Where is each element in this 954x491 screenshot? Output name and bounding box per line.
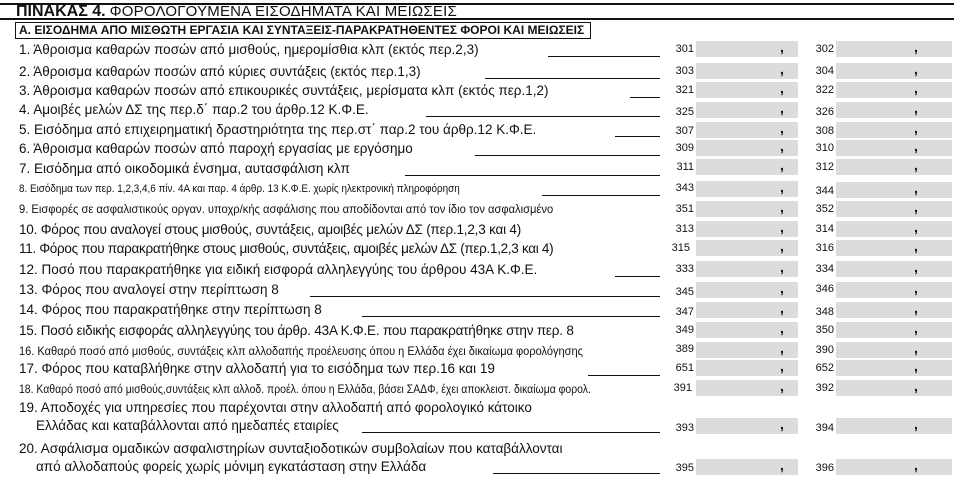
code-label: 334: [815, 263, 834, 275]
row-label: 20. Ασφάλισμα ομαδικών ασφαλιστηρίων συνταξιοδοτικών συμβολαίων που καταβάλλονται: [19, 441, 563, 456]
row-label: 15. Ποσό ειδικής εισφοράς αλληλεγγύης του άρθρ. 43Α Κ.Φ.Ε. που παρακρατήθηκε στην περ. 8: [19, 323, 574, 338]
code-label: 316: [815, 242, 834, 254]
leader-line: [548, 56, 660, 57]
leader-line: [588, 375, 660, 376]
leader-line: [475, 155, 660, 156]
amount-field-389[interactable]: ,: [696, 342, 798, 358]
amount-field-333[interactable]: ,: [696, 261, 798, 277]
code-label: 321: [675, 84, 694, 96]
amount-field-325[interactable]: ,: [696, 102, 798, 118]
code-label: 347: [675, 306, 694, 318]
row-label: 2. Άθροισμα καθαρών ποσών από κύριες συντάξεις (εκτός περ.1,3): [19, 64, 421, 79]
leader-line: [485, 78, 660, 79]
row-label: 14. Φόρος που παρακρατήθηκε στην περίπτωση 8: [19, 302, 322, 317]
amount-field-309[interactable]: ,: [696, 140, 798, 156]
row-label: 4. Αμοιβές μελών ΔΣ της περ.δ΄ παρ.2 του άρθρ.12 Κ.Φ.Ε.: [19, 102, 369, 117]
code-label: 301: [675, 43, 694, 55]
amount-field-315[interactable]: ,: [696, 240, 798, 256]
amount-field-347[interactable]: ,: [696, 302, 798, 318]
code-label: 345: [675, 286, 694, 298]
amount-field-308[interactable]: ,: [836, 122, 952, 138]
row-label: 17. Φόρος που καταβλήθηκε στην αλλοδαπή για το εισόδημα των περ.16 και 19: [19, 361, 495, 376]
leader-line: [493, 473, 660, 474]
code-label: 343: [675, 182, 694, 194]
row-label: 13. Φόρος που αναλογεί στην περίπτωση 8: [19, 282, 279, 297]
code-label: 333: [675, 263, 694, 275]
code-label: 394: [815, 422, 834, 434]
amount-field-392[interactable]: ,: [836, 380, 952, 396]
row-label: 11. Φόρος που παρακρατήθηκε στους μισθούς, συντάξεις, αμοιβές μελών ΔΣ (περ.1,2,3 και 4): [19, 241, 554, 256]
code-label: 346: [815, 283, 834, 295]
row-label: 6. Άθροισμα καθαρών ποσών από παροχή εργασίας με εργόσημο: [19, 141, 413, 156]
code-label: 307: [675, 125, 694, 137]
leader-line: [426, 116, 660, 117]
row-label-continued: από αλλοδαπούς φορείς χωρίς μόνιμη εγκατάσταση στην Ελλάδα: [36, 459, 427, 474]
code-label: 344: [815, 185, 834, 197]
code-label: 308: [815, 125, 834, 137]
code-label: 396: [815, 462, 834, 474]
amount-field-395[interactable]: ,: [696, 459, 798, 475]
code-label: 350: [815, 324, 834, 336]
row-label: 18. Καθαρό ποσό από μισθούς,συντάξεις κλπ αλλοδ. προέλ. όπου η Ελλάδα, βάσει ΣΑΔΦ, έχει αποκλειστ. δικαίωμα φορολ.: [19, 382, 591, 396]
row-label: 19. Αποδοχές για υπηρεσίες που παρέχονται στην αλλοδαπή από φορολογικό κάτοικο: [19, 400, 532, 415]
leader-line: [362, 432, 660, 433]
amount-field-312[interactable]: ,: [836, 159, 952, 175]
amount-field-348[interactable]: ,: [836, 302, 952, 318]
leader-line: [615, 136, 660, 137]
code-label: 389: [675, 343, 694, 355]
amount-field-310[interactable]: ,: [836, 140, 952, 156]
amount-field-349[interactable]: ,: [696, 322, 798, 338]
amount-field-326[interactable]: ,: [836, 102, 952, 118]
leader-line: [630, 97, 660, 98]
amount-field-350[interactable]: ,: [836, 322, 952, 338]
section-a-title: Α. ΕΙΣΟΔΗΜΑ ΑΠΟ ΜΙΣΘΩΤΗ ΕΡΓΑΣΙΑ ΚΑΙ ΣΥΝΤΑΞΕΙΣ-ΠΑΡΑΚΡΑΤΗΘΕΝΤΕΣ ΦΟΡΟΙ ΚΑΙ ΜΕΙΩΣΕΙΣ: [15, 22, 591, 39]
amount-field-314[interactable]: ,: [836, 221, 952, 237]
code-label: 325: [675, 106, 694, 118]
leader-line: [310, 296, 660, 297]
amount-field-304[interactable]: ,: [836, 63, 952, 79]
code-label: 652: [815, 362, 834, 374]
code-label: 395: [675, 462, 694, 474]
row-label: 10. Φόρος που αναλογεί στους μισθούς, συντάξεις, αμοιβές μελών ΔΣ (περ.1,2,3 και 4): [19, 222, 522, 237]
code-label: 352: [815, 203, 834, 215]
amount-field-343[interactable]: ,: [696, 181, 798, 197]
code-label: 351: [675, 203, 694, 215]
code-label: 348: [815, 306, 834, 318]
row-label: 3. Άθροισμα καθαρών ποσών από επικουρικές συντάξεις, μερίσματα κλπ (εκτός περ.1,2): [19, 83, 549, 98]
amount-field-352[interactable]: ,: [836, 201, 952, 217]
amount-field-346[interactable]: ,: [836, 282, 952, 298]
amount-field-390[interactable]: ,: [836, 342, 952, 358]
code-label: 311: [676, 161, 694, 173]
leader-line: [362, 316, 660, 317]
code-label: 310: [815, 142, 834, 154]
table-title-text: ΦΟΡΟΛΟΓΟΥΜΕΝΑ ΕΙΣΟΔΗΜΑΤΑ ΚΑΙ ΜΕΙΩΣΕΙΣ: [109, 3, 457, 20]
amount-field-351[interactable]: ,: [696, 201, 798, 217]
code-label: 315: [671, 242, 690, 254]
amount-field-307[interactable]: ,: [696, 122, 798, 138]
amount-field-393[interactable]: ,: [696, 418, 798, 434]
code-label: 302: [815, 43, 834, 55]
amount-field-344[interactable]: ,: [836, 182, 952, 198]
code-label: 303: [675, 65, 694, 77]
amount-field-301[interactable]: ,: [696, 41, 798, 57]
code-label: 391: [673, 382, 692, 394]
leader-line: [615, 276, 660, 277]
row-label: 5. Εισόδημα από επιχειρηματική δραστηριότητα της περ.στ΄ παρ.2 του άρθρ.12 Κ.Φ.Ε.: [19, 122, 537, 137]
code-label: 309: [675, 142, 694, 154]
code-label: 392: [815, 382, 834, 394]
code-label: 314: [815, 223, 834, 235]
amount-field-313[interactable]: ,: [696, 221, 798, 237]
amount-field-396[interactable]: ,: [836, 459, 952, 475]
amount-field-321[interactable]: ,: [696, 82, 798, 98]
code-label: 313: [675, 223, 694, 235]
leader-line: [405, 175, 660, 176]
amount-field-334[interactable]: ,: [836, 261, 952, 277]
code-label: 349: [675, 324, 694, 336]
amount-field-391[interactable]: ,: [696, 380, 798, 396]
amount-field-316[interactable]: ,: [836, 240, 952, 256]
amount-field-345[interactable]: ,: [696, 282, 798, 298]
row-label: 7. Εισόδημα από οικοδομικά ένσημα, αυτασφάλιση κλπ: [19, 161, 351, 176]
row-label: 16. Καθαρό ποσό από μισθούς, συντάξεις κλπ αλλοδαπής προέλευσης όπου η Ελλάδα έχει δικαίωμα φορολόγησης: [19, 344, 583, 358]
row-label: 1. Άθροισμα καθαρών ποσών από μισθούς, ημερομίσθια κλπ (εκτός περ.2,3): [19, 42, 479, 57]
amount-field-322[interactable]: ,: [836, 82, 952, 98]
table-title-bar: [0, 3, 954, 20]
amount-field-311[interactable]: ,: [696, 159, 798, 175]
table-title-number: ΠΙΝΑΚΑΣ 4.: [16, 2, 106, 20]
code-label: 326: [815, 106, 834, 118]
row-label: 9. Εισφορές σε ασφαλιστικούς οργαν. υποχρ/κής ασφάλισης που αποδίδονται από τον ίδιο τον ασφαλισμένο: [19, 202, 554, 216]
row-label: 12. Ποσό που παρακρατήθηκε για ειδική εισφορά αλληλεγγύης του άρθρου 43Α Κ.Φ.Ε.: [19, 262, 538, 277]
amount-field-394[interactable]: ,: [836, 418, 952, 434]
amount-field-303[interactable]: ,: [696, 63, 798, 79]
code-label: 322: [815, 84, 834, 96]
amount-field-652[interactable]: ,: [836, 360, 952, 376]
code-label: 312: [815, 161, 834, 173]
row-label-continued: Ελλάδας και καταβάλλονται από ημεδαπές εταιρίες: [36, 418, 339, 433]
row-label: 8. Εισόδημα των περ. 1,2,3,4,6 πίν. 4Α και παρ. 4 άρθρ. 13 Κ.Φ.Ε. χωρίς ηλεκτρονική πληροφόρηση: [19, 183, 460, 195]
code-label: 651: [675, 362, 694, 374]
amount-field-302[interactable]: ,: [836, 41, 952, 57]
leader-line: [542, 195, 660, 196]
code-label: 390: [815, 344, 834, 356]
amount-field-651[interactable]: ,: [696, 360, 798, 376]
code-label: 393: [675, 422, 694, 434]
code-label: 304: [815, 65, 834, 77]
